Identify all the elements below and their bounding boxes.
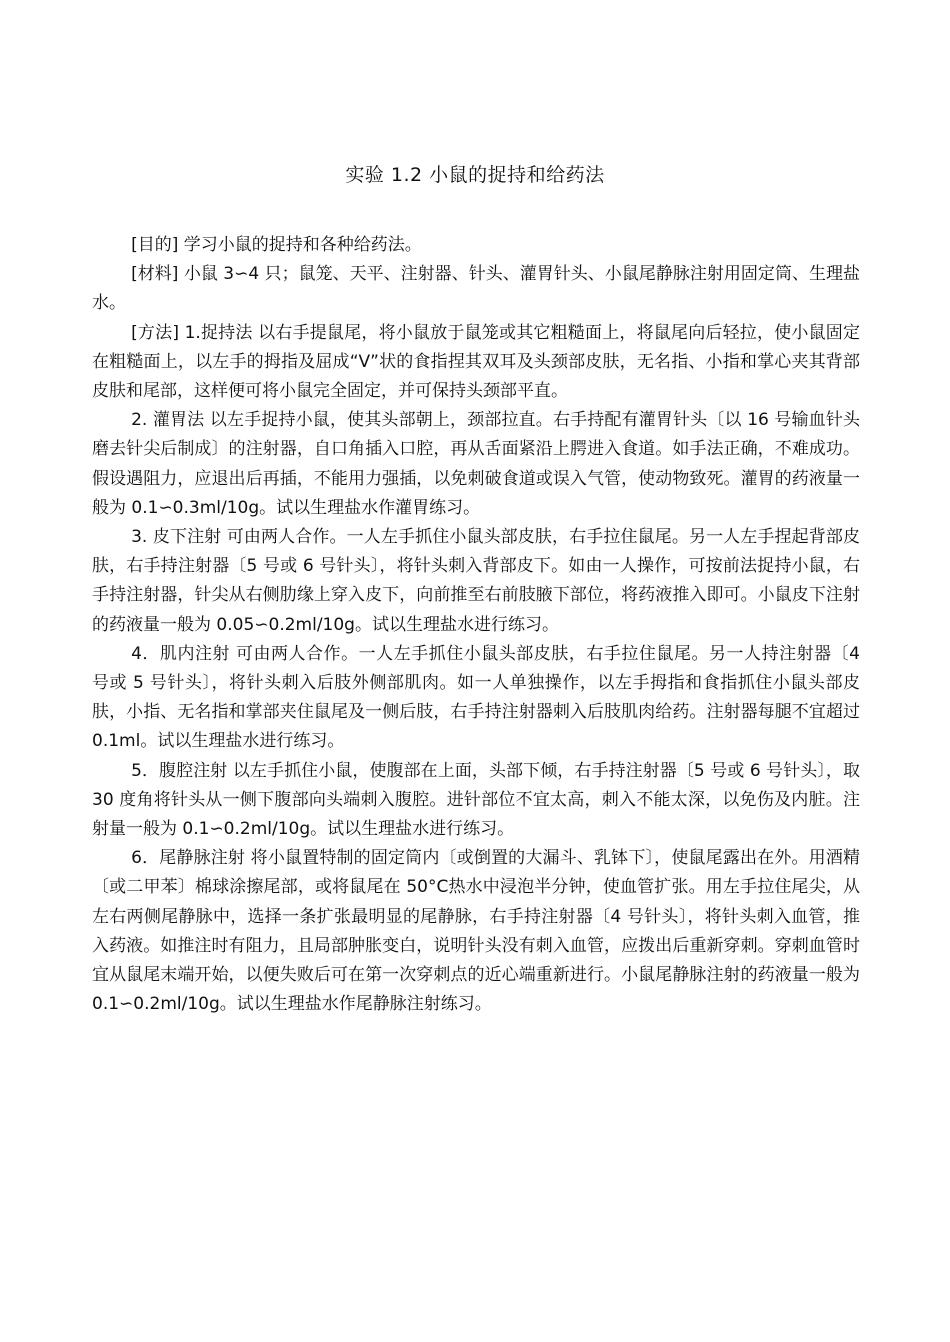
page-title: 实验 1.2 小鼠的捉持和给药法 <box>345 164 605 186</box>
document-body <box>92 231 860 1019</box>
paragraph-gavage: 2. 灌胃法 以左手捉持小鼠，使其头部朝上，颈部拉直。右手持配有灌胃针头〔以 16 号输血针头磨去针尖后制成〕的注射器，自口角插入口腔，再从舌面紧沿上腭进入食道。如手法正确，不难成功。假设遇阻力，应退出后再插，不能用力强插，以免刺破食道或误入气管，使动物致死。灌胃的药液量一般为 0.1∽0.3ml/10g。试以生理盐水作灌胃练习。 <box>92 410 860 518</box>
paragraph-subcutaneous-injection: 3. 皮下注射 可由两人合作。一人左手抓住小鼠头部皮肤，右手拉住鼠尾。另一人左手捏起背部皮肤，右手持注射器〔5 号或 6 号针头〕，将针头刺入背部皮下。如由一人操作，可按前法捉持小鼠，右手持注射器，针尖从右侧肋缘上穿入皮下，向前推至右前肢腋下部位，将药液推入即可。小鼠皮下注射的药液量一般为 0.05∽0.2ml/10g。试以生理盐水进行练习。 <box>92 527 860 635</box>
paragraph-materials: [材料] 小鼠 3∽4 只；鼠笼、天平、注射器、针头、灌胃针头、小鼠尾静脉注射用固定筒、生理盐水。 <box>92 264 860 314</box>
paragraph-tail-vein-injection: 6．尾静脉注射 将小鼠置特制的固定筒内〔或倒置的大漏斗、乳钵下〕，使鼠尾露出在外。用酒精〔或二甲苯〕棉球涂擦尾部，或将鼠尾在 50°C热水中浸泡半分钟，使血管扩张。用左手拉住尾尖，从左右两侧尾静脉中，选择一条扩张最明显的尾静脉，右手持注射器〔4 号针头〕，将针头刺入血管，推入药液。如推注时有阻力，且局部肿胀变白，说明针头没有刺入血管，应拨出后重新穿刺。穿刺血管时宜从鼠尾末端开始，以便失败后可在第一次穿刺点的近心端重新进行。小鼠尾静脉注射的药液量一般为 0.1∽0.2ml/10g。试以生理盐水作尾静脉注射练习。 <box>92 848 860 1015</box>
paragraph-intramuscular-injection: 4．肌内注射 可由两人合作。一人左手抓住小鼠头部皮肤，右手拉住鼠尾。另一人持注射器〔4 号或 5 号针头〕，将针头刺入后肢外侧部肌肉。如一人单独操作，以左手拇指和食指抓住小鼠头部皮肤，小指、无名指和掌部夹住鼠尾及一侧后肢，右手持注射器刺入后肢肌肉给药。注射器每腿不宜超过 0.1ml。试以生理盐水进行练习。 <box>92 643 860 752</box>
paragraph-intraperitoneal-injection: 5．腹腔注射 以左手抓住小鼠，使腹部在上面，头部下倾，右手持注射器〔5 号或 6 号针头〕，取 30 度角将针头从一侧下腹部向头端刺入腹腔。进针部位不宜太高，刺入不能太深，以免伤及内脏。注射量一般为 0.1∽0.2ml/10g。试以生理盐水进行练习。 <box>92 760 860 840</box>
paragraph-method-holding: [方法] 1.捉持法 以右手提鼠尾，将小鼠放于鼠笼或其它粗糙面上，将鼠尾向后轻拉，使小鼠固定在粗糙面上，以左手的拇指及屈成“V”状的食指捏其双耳及头颈部皮肤，无名指、小指和掌心夹其背部皮肤和尾部，这样便可将小鼠完全固定，并可保持头颈部平直。 <box>92 322 860 402</box>
paragraph-purpose: [目的] 学习小鼠的捉持和各种给药法。 <box>131 235 422 255</box>
